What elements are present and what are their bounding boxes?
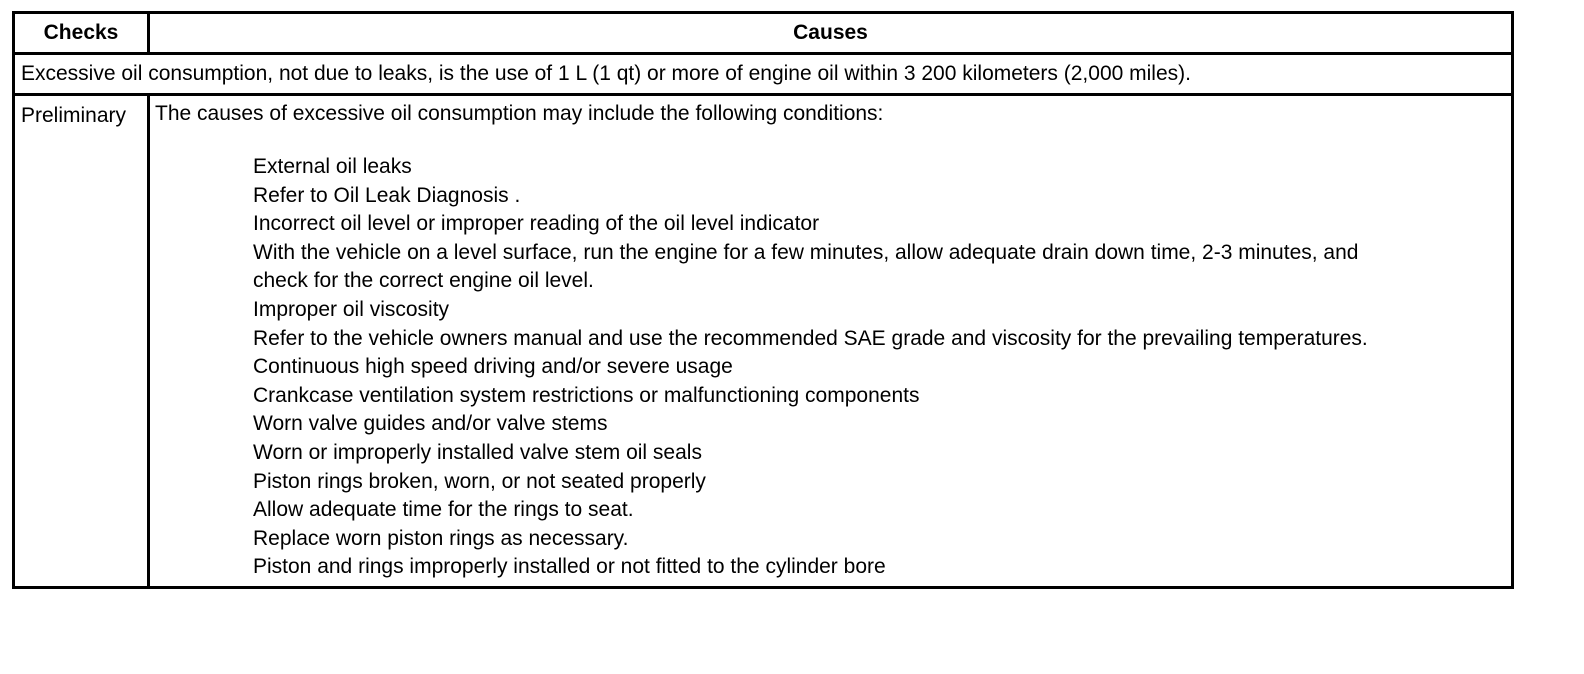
- list-item: Replace worn piston rings as necessary.: [253, 526, 629, 550]
- preliminary-label: Preliminary: [14, 95, 149, 588]
- causes-lead-text: The causes of excessive oil consumption may include the following conditions:: [155, 102, 884, 125]
- causes-list: [150, 140, 1418, 582]
- list-item: Crankcase ventilation system restrictions or malfunctioning components: [253, 383, 920, 407]
- intro-row: [14, 54, 1513, 95]
- list-item: Improper oil viscosity: [253, 297, 450, 321]
- list-item: External oil leaks: [253, 155, 412, 178]
- list-item: With the vehicle on a level surface, run the engine for a few minutes, allow adequate drain down time, 2-3 minutes, and check for the correct engine oil level.: [253, 240, 1359, 293]
- causes-column-header: Causes: [149, 13, 1513, 54]
- preliminary-row: [14, 95, 1513, 588]
- list-item: Piston rings broken, worn, or not seated properly: [253, 469, 706, 493]
- intro-text: Excessive oil consumption, not due to leaks, is the use of 1 L (1 qt) or more of engine oil within 3 200 kilometers (2,000 miles).: [14, 54, 1513, 95]
- list-item: Refer to the vehicle owners manual and use the recommended SAE grade and viscosity for the prevailing temperatures.: [253, 326, 1368, 350]
- list-item: Worn valve guides and/or valve stems: [253, 412, 608, 436]
- list-item: Piston and rings improperly installed or not fitted to the cylinder bore: [253, 555, 886, 579]
- list-item: Allow adequate time for the rings to seat.: [253, 498, 634, 522]
- header-row: [14, 13, 1513, 54]
- list-item: Worn or improperly installed valve stem oil seals: [253, 440, 702, 464]
- list-item: Refer to Oil Leak Diagnosis .: [253, 183, 521, 207]
- causes-cell: [149, 95, 1513, 588]
- diagnostic-table: [12, 11, 1514, 589]
- list-item: Incorrect oil level or improper reading of the oil level indicator: [253, 212, 820, 236]
- checks-column-header: Checks: [14, 13, 149, 54]
- list-item: Continuous high speed driving and/or severe usage: [253, 355, 733, 379]
